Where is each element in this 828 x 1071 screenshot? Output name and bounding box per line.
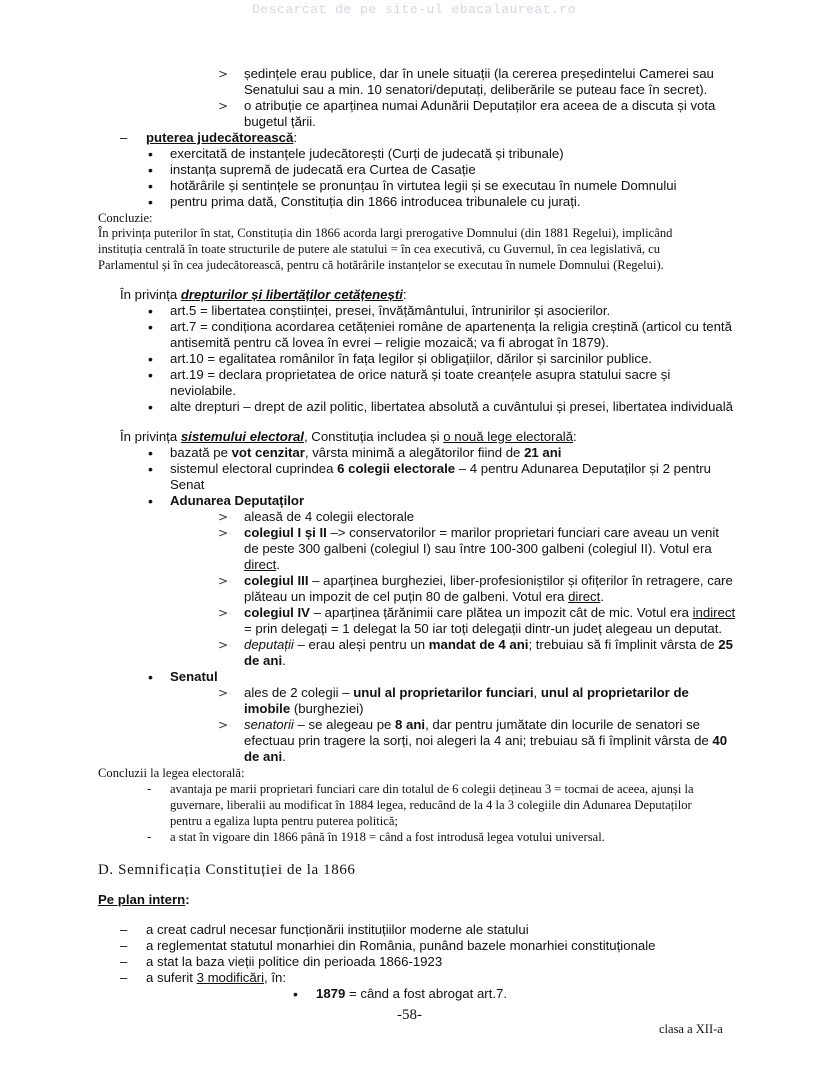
- bullet: •: [148, 146, 153, 162]
- bullet: •: [148, 367, 153, 383]
- arrow-marker: >: [218, 718, 229, 732]
- list-item: art.7 = condiționa acordarea cetățeniei române de apartenența la religia creștină (articol cu tentă: [170, 319, 732, 334]
- dash-marker: –: [120, 130, 128, 145]
- text-line: neviolabile.: [170, 383, 236, 398]
- text-line: guvernare, liberalii au modificat în 1884 legea, reducând de la 4 la 3 colegiile din Adunarea Deputaților: [170, 798, 692, 812]
- text-line: de peste 300 galbeni (colegiul I) sau între 100-300 galbeni (colegiul II). Votul era: [244, 541, 712, 556]
- bullet: •: [148, 194, 153, 210]
- text-line: pentru a egaliza lupta pentru puterea politică;: [170, 814, 398, 828]
- text-line: imobile (burgheziei): [244, 701, 364, 716]
- list-item: bazată pe vot cenzitar, vârsta minimă a alegătorilor fiind de 21 ani: [170, 445, 562, 460]
- text-line: Parlamentul și în cea judecătorească, pentru că hotărârile instanțelor se executau în numele Domnului (Regelui).: [98, 258, 664, 272]
- dash-marker: –: [120, 954, 128, 969]
- arrow-marker: >: [218, 99, 229, 113]
- text-line: antisemită pentru că lovea în evrei – religie mozaică; va fi abrogat în 1879).: [170, 335, 610, 350]
- text-line: avantaja pe marii proprietari funciari care din totalul de 6 colegii dețineau 3 = tocmai de aceea, ajunși la: [170, 782, 694, 796]
- list-item: deputații – erau aleși pentru un mandat de 4 ani; trebuiau să fi împlinit vârsta de 25: [244, 637, 733, 652]
- list-item: aleasă de 4 colegii electorale: [244, 509, 415, 524]
- bullet: •: [148, 162, 153, 178]
- text-line: direct.: [244, 557, 280, 572]
- list-item: 1879 = când a fost abrogat art.7.: [316, 986, 507, 1001]
- bullet: •: [148, 178, 153, 194]
- list-item: alte drepturi – drept de azil politic, libertatea absolută a cuvântului și presei, libertatea individuală: [170, 399, 733, 414]
- senatul-heading: Senatul: [170, 669, 218, 684]
- text-line: = prin delegați = 1 delegat la 50 iar toți delegații dintr-un județ alegeau un deputat.: [244, 621, 723, 636]
- list-item: art.5 = libertatea conștiinței, presei, învățământului, întrunirilor și asocierilor.: [170, 303, 611, 318]
- concluzie-label: Concluzie:: [98, 211, 153, 225]
- bullet: •: [148, 669, 153, 685]
- list-item: a creat cadrul necesar funcționării instituțiilor moderne ale statului: [146, 922, 529, 937]
- text-line: bugetul țării.: [244, 114, 316, 129]
- plan-intern-label: Pe plan intern:: [98, 892, 190, 907]
- dash-marker: –: [120, 922, 128, 937]
- bullet: •: [148, 303, 153, 319]
- arrow-marker: >: [218, 526, 229, 540]
- list-item: colegiul IV – aparținea țărănimii care plătea un impozit cât de mic. Votul era indirect: [244, 605, 736, 620]
- dash-marker: –: [120, 970, 128, 985]
- text-line: o atribuție ce aparținea numai Adunării Deputaților era aceea de a discuta și vota: [244, 98, 716, 113]
- colon: :: [293, 130, 298, 145]
- text-line: Senat: [170, 477, 205, 492]
- list-item: pentru prima dată, Constituția din 1866 introducea tribunalele cu jurați.: [170, 194, 581, 209]
- arrow-marker: >: [218, 686, 229, 700]
- bullet: •: [148, 399, 153, 415]
- text-line: de ani.: [244, 749, 286, 764]
- section-heading: D. Semnificația Constituției de la 1866: [98, 862, 356, 878]
- text-line: instituția centrală în toate structurile de putere ale statului = în cea executivă, cu Guvernul, în cea legislativă, cu: [98, 242, 661, 256]
- text-line: efectuau prin tragere la sorți, noi alegeri la 4 ani; trebuiau să fi împlinit vârsta de 40: [244, 733, 728, 748]
- list-item: ales de 2 colegii – unul al proprietarilor funciari, unul al proprietarilor de: [244, 685, 689, 700]
- text-line: de ani.: [244, 653, 286, 668]
- section-title: [146, 130, 297, 146]
- bullet: •: [148, 445, 153, 461]
- arrow-marker: >: [218, 510, 229, 524]
- list-item: a stat la baza vieții politice din perioada 1866-1923: [146, 954, 443, 969]
- footer-class: clasa a XII-a: [659, 1022, 723, 1036]
- list-item: hotărârile și sentințele se pronunțau în virtutea legii și se executau în numele Domnului: [170, 178, 677, 193]
- list-item: instanța supremă de judecată era Curtea de Casație: [170, 162, 476, 177]
- text-line: ședințele erau publice, dar în unele situații (la cererea președintelui Camerei sau: [244, 66, 714, 81]
- judecatoreasca-title: puterea judecătorească: [146, 130, 294, 145]
- concluzii-label: Concluzii la legea electorală:: [98, 766, 245, 780]
- text-line: Senatului sau a min. 10 senatori/deputați, deliberările se puteau face în secret).: [244, 82, 708, 97]
- page-number: -58-: [397, 1007, 422, 1023]
- electoral-intro: În privința sistemului electoral, Constituția includea și o nouă lege electorală:: [120, 429, 577, 444]
- arrow-marker: >: [218, 67, 229, 81]
- list-item: a reglementat statutul monarhiei din România, punând bazele monarhiei constituționale: [146, 938, 656, 953]
- hyphen-marker: -: [147, 781, 152, 796]
- text-line: plăteau un impozit de cel puțin 80 de galbeni. Votul era direct.: [244, 589, 604, 604]
- list-item: art.10 = egalitatea românilor în fața legilor și obligațiilor, dărilor și sarcinilor publice.: [170, 351, 652, 366]
- arrow-marker: >: [218, 574, 229, 588]
- dash-marker: –: [120, 938, 128, 953]
- bullet: •: [148, 319, 153, 335]
- list-item: colegiul I și II –> conservatorilor = marilor proprietari funciari care aveau un venit: [244, 525, 719, 540]
- list-item: sistemul electoral cuprindea 6 colegii electorale – 4 pentru Adunarea Deputaților și 2 pentru: [170, 461, 712, 476]
- bullet: •: [293, 986, 298, 1002]
- list-item: senatorii – se alegeau pe 8 ani, dar pentru jumătate din locurile de senatori se: [244, 717, 701, 732]
- watermark: Descarcat de pe site-ul ebacalaureat.ro: [252, 2, 576, 17]
- arrow-marker: >: [218, 606, 229, 620]
- list-item: a suferit 3 modificări, în:: [146, 970, 287, 985]
- adunarea-heading: Adunarea Deputaților: [170, 493, 305, 508]
- bullet: •: [148, 461, 153, 477]
- bullet: •: [148, 351, 153, 367]
- text-line: a stat în vigoare din 1866 până în 1918 = când a fost introdusă legea votului universal.: [170, 830, 605, 844]
- hyphen-marker: -: [147, 829, 152, 844]
- arrow-marker: >: [218, 638, 229, 652]
- bullet: •: [148, 493, 153, 509]
- text-line: În privința puterilor în stat, Constituția din 1866 acorda largi prerogative Domnului (din 1881 Regelui), implicând: [98, 226, 673, 240]
- list-item: exercitată de instanțele judecătorești (Curți de judecată și tribunale): [170, 146, 564, 161]
- list-item: colegiul III – aparținea burgheziei, liber-profesioniștilor și ofițerilor în retragere, care: [244, 573, 733, 588]
- drepturi-intro: În privința drepturilor și libertăților cetățenești:: [120, 287, 407, 302]
- list-item: art.19 = declara proprietatea de orice natură și toate creanțele asupra statului sacre și: [170, 367, 671, 382]
